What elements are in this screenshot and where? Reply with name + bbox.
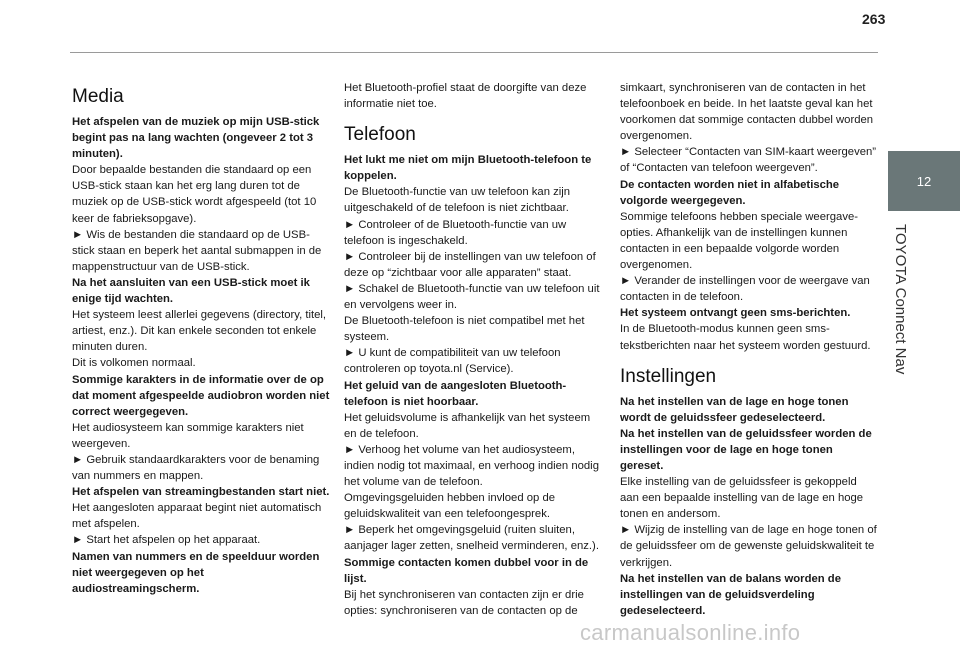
- instruction: ► Controleer of de Bluetooth-functie van uw telefoon is ingeschakeld.: [344, 218, 567, 247]
- answer: Elke instelling van de geluidssfeer is gekoppeld aan een bepaalde instelling van de lage en hoge tonen en andersom.: [620, 476, 864, 521]
- answer: Het audiosysteem kan sommige karakters niet weergeven.: [72, 421, 304, 450]
- answer: De Bluetooth-telefoon is niet compatibel met het systeem.: [344, 315, 585, 344]
- answer: simkaart, synchroniseren van de contacten in het telefoonboek en beide. In het laatste geval kan het voorkomen dat sommige contacten dubbel worden overgenomen.: [620, 82, 874, 143]
- answer: Omgevingsgeluiden hebben invloed op de geluidskwaliteit van een telefoongesprek.: [344, 492, 556, 521]
- section-title-telefoon: Telefoon: [344, 124, 416, 146]
- instruction: ► Gebruik standaardkarakters voor de benaming van nummers en mappen.: [72, 453, 320, 483]
- instruction: ► Controleer bij de instellingen van uw telefoon of deze op “zichtbaar voor alle apparaten” staat.: [344, 250, 596, 279]
- instruction: ► Selecteer “Contacten van SIM-kaart weergeven” of “Contacten van telefoon weergeven”.: [620, 146, 877, 175]
- answer: Door bepaalde bestanden die standaard op een USB-stick staan kan het erg lang duren tot de muziek op de USB-stick wordt afgespeeld (tot 10 keer de fabrieksopgave).: [72, 164, 317, 225]
- answer: In de Bluetooth-modus kunnen geen sms-tekstberichten naar het systeem worden gestuurd.: [620, 323, 871, 352]
- question: Sommige contacten komen dubbel voor in de lijst.: [344, 556, 589, 585]
- answer: Het Bluetooth-profiel staat de doorgifte van deze informatie niet toe.: [344, 82, 587, 111]
- instruction: ► U kunt de compatibiliteit van uw telefoon controleren op toyota.nl (Service).: [344, 347, 561, 376]
- column-instellingen: [620, 80, 878, 619]
- instruction: ► Verander de instellingen voor de weergave van contacten in de telefoon.: [620, 275, 870, 304]
- answer: Het aangesloten apparaat begint niet automatisch met afspelen.: [72, 502, 322, 531]
- answer: Het geluidsvolume is afhankelijk van het systeem en de telefoon.: [344, 411, 591, 440]
- question: Na het instellen van de geluidssfeer worden de instellingen voor de lage en hoge tonen gereset.: [620, 427, 872, 472]
- question: Het afspelen van streamingbestanden start niet.: [72, 486, 330, 499]
- question: Na het instellen van de balans worden de instellingen van de geluidsverdeling gedeselecteerd.: [620, 572, 841, 617]
- instruction: ► Beperk het omgevingsgeluid (ruiten sluiten, aanjager lager zetten, snelheid verminderen, enz.).: [344, 524, 599, 553]
- question: Het geluid van de aangesloten Bluetooth-telefoon is niet hoorbaar.: [344, 379, 567, 408]
- instruction: ► Schakel de Bluetooth-functie van uw telefoon uit en vervolgens weer in.: [344, 282, 600, 312]
- column-telefoon: [344, 80, 602, 619]
- header-rule: [70, 52, 878, 53]
- chapter-number: 12: [916, 173, 932, 189]
- question: Het systeem ontvangt geen sms-berichten.: [620, 307, 851, 320]
- answer: Sommige telefoons hebben speciale weergave-opties. Afhankelijk van de instellingen kunnen contacten in een bepaalde volgorde worden overgenomen.: [620, 210, 859, 272]
- instruction: ► Start het afspelen op het apparaat.: [72, 534, 261, 547]
- column-media: [72, 84, 330, 597]
- answer: Het systeem leest allerlei gegevens (directory, titel, artiest, enz.). Dit kan enkele seconden tot enkele minuten duren.: [72, 309, 327, 354]
- instruction: ► Wijzig de instelling van de lage en hoge tonen of de geluidssfeer om de gewenste geluidskwaliteit te verkrijgen.: [620, 524, 877, 569]
- answer: Bij het synchroniseren van contacten zijn er drie opties: synchroniseren van de contacten op de: [344, 588, 584, 617]
- instruction: ► Verhoog het volume van het audiosysteem, indien nodig tot maximaal, en verhoog indien nodig het volume van de telefoon.: [344, 443, 599, 489]
- answer: De Bluetooth-functie van uw telefoon kan zijn uitgeschakeld of de telefoon is niet zichtbaar.: [344, 186, 571, 215]
- section-title-media: Media: [72, 86, 124, 107]
- question: Namen van nummers en de speelduur worden niet weergegeven op het audiostreamingscherm.: [72, 550, 320, 595]
- page-number: 263: [862, 11, 886, 27]
- chapter-tab: [888, 151, 960, 211]
- section-title-instellingen: Instellingen: [620, 365, 717, 387]
- question: Sommige karakters in de informatie over de op dat moment afgespeelde audiobron worden niet correct weergegeven.: [72, 373, 330, 418]
- question: Na het instellen van de lage en hoge tonen wordt de geluidssfeer gedeselecteerd.: [620, 395, 849, 424]
- question: De contacten worden niet in alfabetische volgorde weergegeven.: [620, 178, 840, 207]
- chapter-title: TOYOTA Connect Nav: [892, 224, 909, 375]
- watermark: carmanualsonline.info: [580, 620, 801, 645]
- instruction: ► Wis de bestanden die standaard op de USB-stick staan en beperk het aantal submappen in de mappenstructuur van de USB-stick.: [72, 228, 322, 273]
- question: Na het aansluiten van een USB-stick moet ik enige tijd wachten.: [72, 276, 310, 306]
- question: Het lukt me niet om mijn Bluetooth-telefoon te koppelen.: [344, 154, 592, 183]
- question: Het afspelen van de muziek op mijn USB-stick begint pas na lang wachten (ongeveer 2 tot 3 minuten).: [72, 116, 320, 161]
- answer: Dit is volkomen normaal.: [72, 357, 196, 370]
- chapter-title-vertical: [892, 224, 914, 374]
